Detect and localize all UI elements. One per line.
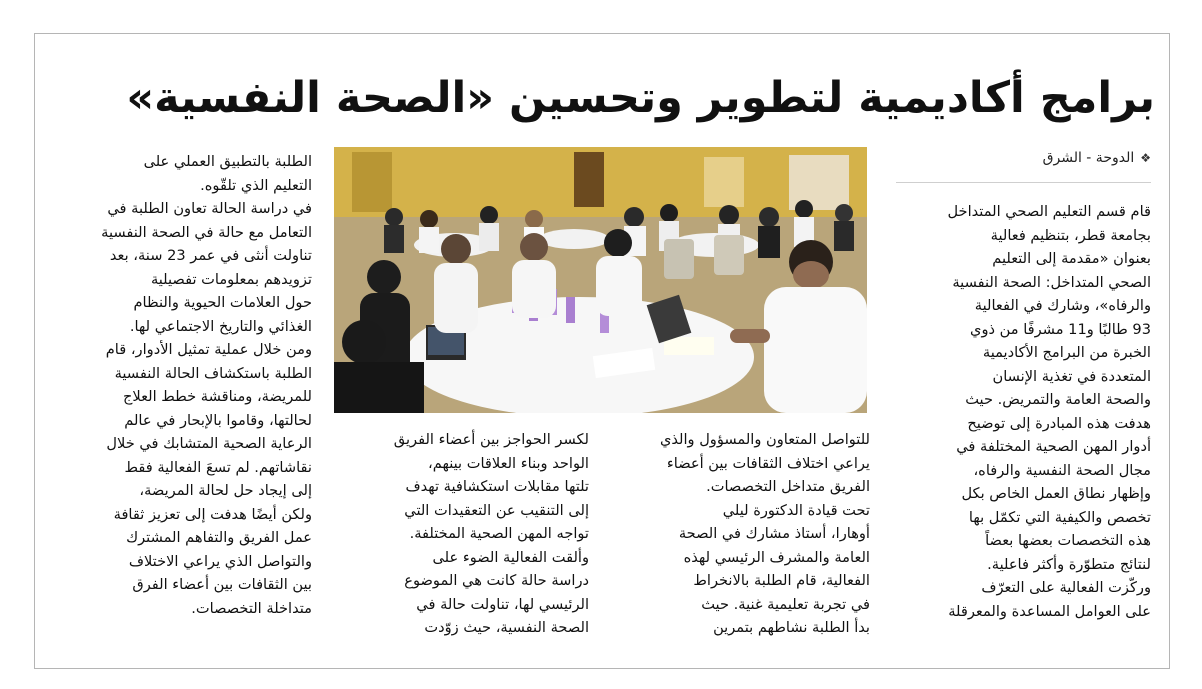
paragraph-line: والرفاه»، وشارك في الفعالية <box>974 297 1151 314</box>
paragraph-line: الصحة النفسية، حيث زوّدت <box>424 619 589 636</box>
paragraph-line: وألقت الفعالية الضوء على <box>432 548 589 566</box>
paragraph-line: وإظهار نطاق العمل الخاص بكل <box>961 485 1151 502</box>
paragraph-line: الصحي المتداخل: الصحة النفسية <box>952 273 1151 291</box>
paragraph-line: لكسر الحواجز بين أعضاء الفريق <box>393 431 589 448</box>
paragraph-line: الفريق متداخل التخصصات. <box>706 478 870 495</box>
paragraph-line: في تجربة تعليمية غنية. حيث <box>701 595 870 613</box>
paragraph-line: بعنوان «مقدمة إلى التعليم <box>992 250 1151 267</box>
paragraph-line: الرعاية الصحية المتشابك في خلال <box>106 435 312 452</box>
paragraph-line: تحت قيادة الدكتورة ليلي <box>722 501 870 519</box>
paragraph-line: والصحة العامة والتمريض. حيث <box>965 391 1151 408</box>
paragraph-line: دراسة حالة كانت هي الموضوع <box>404 572 589 589</box>
paragraph-line: وركّزت الفعالية على التعرّف <box>981 579 1151 596</box>
paragraph-line: الطلبة باستكشاف الحالة النفسية <box>114 364 312 382</box>
paragraph-line: للمريضة، ومناقشة خطط العلاج <box>123 388 312 405</box>
paragraph-line: بدأ الطلبة نشاطهم بتمرين <box>713 619 870 636</box>
paragraph-line: حول العلامات الحيوية والنظام <box>133 294 312 311</box>
paragraph-line: بين الثقافات بين أعضاء الفرق <box>132 576 312 593</box>
paragraph-line: التعامل مع حالة في الصحة النفسية <box>101 223 312 241</box>
paragraph-line: لنتائج متطوّرة وأكثر فاعلية. <box>987 555 1151 573</box>
paragraph-line: نقاشاتهم. لم تسعَ الفعالية فقط <box>124 458 312 476</box>
paragraph-line: ومن خلال عملية تمثيل الأدوار، قام <box>105 341 312 358</box>
dateline-divider <box>896 182 1151 183</box>
paragraph-line: والتواصل الذي يراعي الاختلاف <box>128 552 312 570</box>
paragraph-line: مجال الصحة النفسية والرفاه، <box>973 461 1151 479</box>
paragraph-line: إلى إيجاد حل لحالة المريضة، <box>139 482 312 499</box>
paragraph-line: تلتها مقابلات استكشافية تهدف <box>405 478 589 495</box>
paragraph-line: الفعالية، قام الطلبة بالانخراط <box>693 572 870 589</box>
paragraph-line: يراعي اختلاف الثقافات بين أعضاء <box>666 454 870 472</box>
article-column-3 <box>334 428 589 666</box>
paragraph-line: عمل الفريق والتفاهم المشترك <box>126 529 312 546</box>
article-column-4 <box>52 150 312 666</box>
diamond-bullet-icon: ❖ <box>1140 151 1151 165</box>
paragraph-line: بجامعة قطر، بتنظيم فعالية <box>990 226 1151 244</box>
paragraph-line: أوهارا، أستاذ مشارك في الصحة <box>678 525 870 542</box>
paragraph-line: الخبرة من البرامج الأكاديمية <box>982 344 1151 361</box>
paragraph-line: لحالتها، وقاموا بالإبحار في عالم <box>124 411 312 429</box>
paragraph-line: تزويدهم بمعلومات تفصيلية <box>150 270 312 288</box>
paragraph-line: متداخلة التخصصات. <box>191 599 312 617</box>
paragraph-line: الطلبة بالتطبيق العملي على <box>143 153 312 170</box>
workshop-photo <box>334 147 867 413</box>
paragraph-line: هدفت هذه المبادرة إلى توضيح <box>967 414 1151 432</box>
paragraph-line: للتواصل المتعاون والمسؤول والذي <box>659 431 870 448</box>
paragraph-line: تناولت أنثى في عمر 23 سنة، بعد <box>109 247 312 264</box>
paragraph-line: 93 طالبًا و11 مشرفًا من ذوي <box>970 320 1151 338</box>
paragraph-line: أدوار المهن الصحية المختلفة في <box>956 438 1151 455</box>
dateline-text: الدوحة - الشرق <box>1042 150 1135 166</box>
paragraph-line: التعليم الذي تلقّوه. <box>200 176 312 194</box>
paragraph-line: هذه التخصصات بعضها بعضاً <box>985 532 1151 549</box>
paragraph-line: الغذائي والتاريخ الاجتماعي لها. <box>129 317 312 335</box>
article-headline: برامج أكاديمية لتطوير وتحسين «الصحة النفسية» <box>126 73 1155 123</box>
paragraph-line: في دراسة الحالة تعاون الطلبة في <box>107 200 312 217</box>
paragraph-line: تواجه المهن الصحية المختلفة. <box>409 525 589 542</box>
paragraph-line: إلى التنقيب عن التعقيدات التي <box>404 501 589 519</box>
paragraph-line: الواحد وبناء العلاقات بينهم، <box>428 454 589 472</box>
paragraph-line: ولكن أيضًا هدفت إلى تعزيز ثقافة <box>113 505 312 523</box>
paragraph-line: على العوامل المساعدة والمعرقلة <box>948 602 1151 620</box>
paragraph-line: العامة والمشرف الرئيسي لهذه <box>683 548 870 566</box>
paragraph-line: المتعددة في تغذية الإنسان <box>992 367 1151 385</box>
paragraph-line: الرئيسي لها، تناولت حالة في <box>416 595 589 613</box>
paragraph-line: تخصص والكيفية التي تكمّل بها <box>968 508 1151 526</box>
workshop-photo-illustration <box>334 147 867 413</box>
paragraph-line: قام قسم التعليم الصحي المتداخل <box>947 203 1151 220</box>
article-column-1 <box>896 200 1151 666</box>
dateline <box>896 145 1151 171</box>
article-column-2 <box>615 428 870 666</box>
